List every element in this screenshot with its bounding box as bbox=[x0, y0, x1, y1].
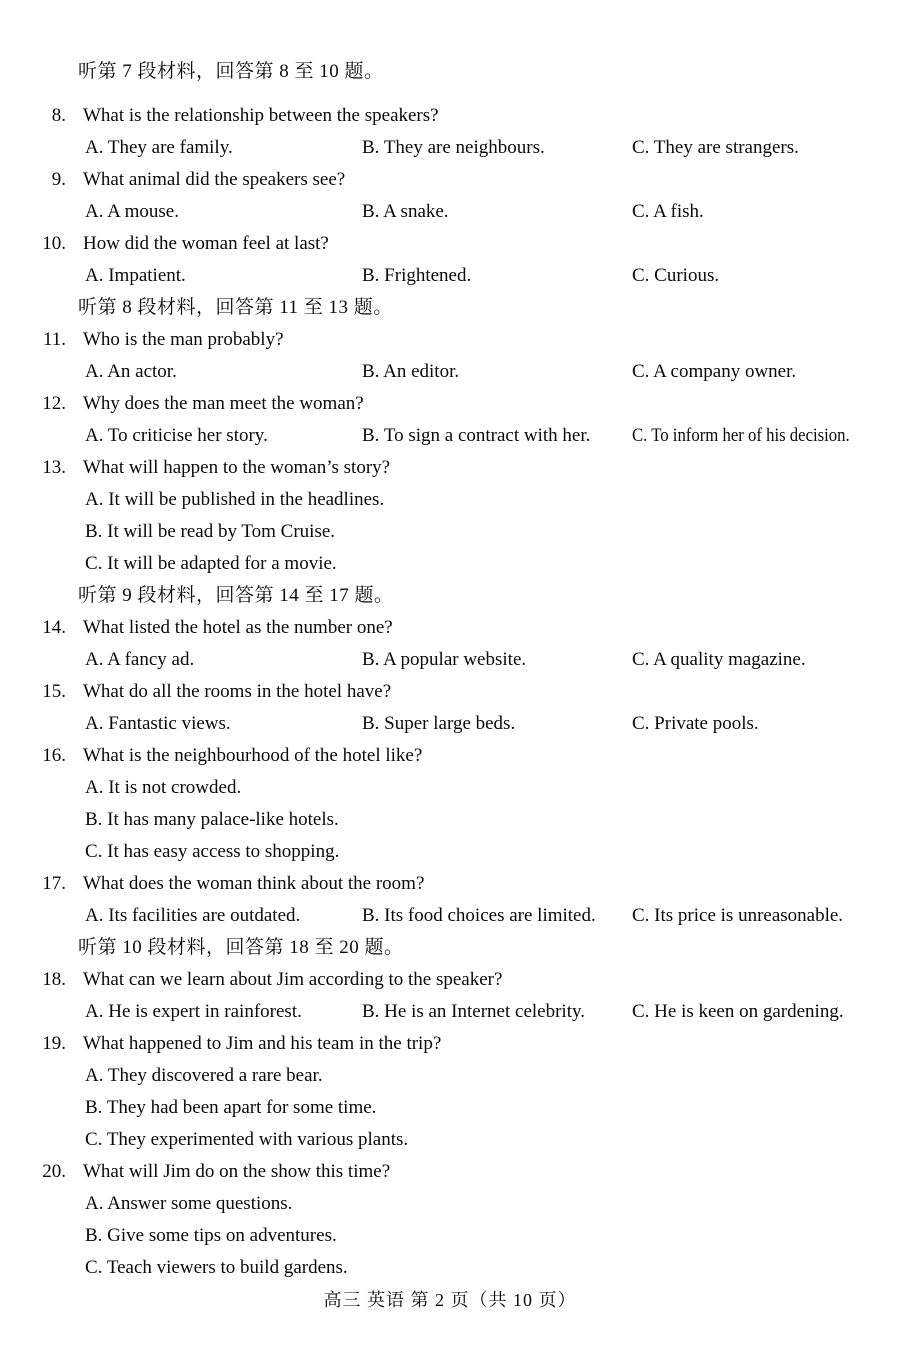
option-b: B. It will be read by Tom Cruise. bbox=[85, 521, 336, 542]
question-17-options bbox=[0, 900, 900, 932]
question-13-option-c bbox=[0, 548, 900, 580]
option-b: B. They are neighbours. bbox=[362, 137, 545, 158]
option-b: B. To sign a contract with her. bbox=[362, 425, 591, 446]
question-number: 19. bbox=[42, 1033, 66, 1054]
question-number: 9. bbox=[51, 169, 66, 190]
section-header-material-7: 听第 7 段材料，回答第 8 至 10 题。 bbox=[78, 61, 384, 82]
option-a: A. A mouse. bbox=[85, 201, 179, 222]
question-16 bbox=[0, 740, 900, 772]
question-9-options bbox=[0, 196, 900, 228]
question-16-option-b bbox=[0, 804, 900, 836]
question-11-options bbox=[0, 356, 900, 388]
section-header-material-9: 听第 9 段材料，回答第 14 至 17 题。 bbox=[78, 585, 394, 606]
question-number: 15. bbox=[42, 681, 66, 702]
option-b: B. A popular website. bbox=[362, 649, 527, 670]
option-a: A. Answer some questions. bbox=[85, 1193, 293, 1214]
question-20-option-a bbox=[0, 1188, 900, 1220]
question-text: What happened to Jim and his team in the trip? bbox=[83, 1033, 442, 1054]
question-12 bbox=[0, 388, 900, 420]
question-number: 16. bbox=[42, 745, 66, 766]
question-13-option-b bbox=[0, 516, 900, 548]
option-c: C. A company owner. bbox=[632, 361, 797, 382]
question-14 bbox=[0, 612, 900, 644]
option-b: B. A snake. bbox=[362, 201, 449, 222]
question-17 bbox=[0, 868, 900, 900]
option-c: C. Private pools. bbox=[632, 713, 759, 734]
option-b: B. Super large beds. bbox=[362, 713, 516, 734]
question-text: Who is the man probably? bbox=[83, 329, 284, 350]
option-a: A. They are family. bbox=[85, 137, 233, 158]
option-b: B. It has many palace-like hotels. bbox=[85, 809, 339, 830]
question-19-option-b bbox=[0, 1092, 900, 1124]
page-footer: 高三 英语 第 2 页（共 10 页） bbox=[323, 1290, 577, 1310]
question-number: 20. bbox=[42, 1161, 66, 1182]
option-b: B. They had been apart for some time. bbox=[85, 1097, 377, 1118]
option-a: A. To criticise her story. bbox=[85, 425, 268, 446]
option-c: C. Curious. bbox=[632, 265, 720, 286]
option-b: B. Frightened. bbox=[362, 265, 472, 286]
option-a: A. Its facilities are outdated. bbox=[85, 905, 301, 926]
option-c: C. He is keen on gardening. bbox=[632, 1001, 844, 1022]
question-13-option-a bbox=[0, 484, 900, 516]
question-number: 18. bbox=[42, 969, 66, 990]
option-c: C. They experimented with various plants. bbox=[85, 1129, 409, 1150]
section-header-material-10: 听第 10 段材料，回答第 18 至 20 题。 bbox=[78, 937, 404, 958]
option-a: A. They discovered a rare bear. bbox=[85, 1065, 323, 1086]
question-number: 17. bbox=[42, 873, 66, 894]
option-c: C. Teach viewers to build gardens. bbox=[85, 1257, 348, 1278]
option-a: A. Fantastic views. bbox=[85, 713, 231, 734]
question-8-options bbox=[0, 132, 900, 164]
question-number: 11. bbox=[42, 329, 66, 350]
question-text: What do all the rooms in the hotel have? bbox=[83, 681, 392, 702]
question-text: What does the woman think about the room? bbox=[83, 873, 425, 894]
option-b: B. Its food choices are limited. bbox=[362, 905, 596, 926]
option-c: C. A quality magazine. bbox=[632, 649, 806, 670]
option-b: B. Give some tips on adventures. bbox=[85, 1225, 337, 1246]
question-16-option-c bbox=[0, 836, 900, 868]
question-8 bbox=[0, 100, 900, 132]
question-19-option-c bbox=[0, 1124, 900, 1156]
option-a: A. An actor. bbox=[85, 361, 177, 382]
question-13 bbox=[0, 452, 900, 484]
section-header-material-8: 听第 8 段材料，回答第 11 至 13 题。 bbox=[78, 297, 393, 318]
option-b: B. An editor. bbox=[362, 361, 460, 382]
question-10-options bbox=[0, 260, 900, 292]
question-number: 13. bbox=[42, 457, 66, 478]
option-a: A. He is expert in rainforest. bbox=[85, 1001, 302, 1022]
option-a: A. It is not crowded. bbox=[85, 777, 242, 798]
option-c: C. A fish. bbox=[632, 201, 704, 222]
question-10 bbox=[0, 228, 900, 260]
option-c: C. To inform her of his decision. bbox=[632, 425, 850, 446]
option-a: A. A fancy ad. bbox=[85, 649, 195, 670]
question-19 bbox=[0, 1028, 900, 1060]
question-12-options bbox=[0, 420, 900, 452]
question-text: What will Jim do on the show this time? bbox=[83, 1161, 391, 1182]
question-19-option-a bbox=[0, 1060, 900, 1092]
option-c: C. Its price is unreasonable. bbox=[632, 905, 844, 926]
question-11 bbox=[0, 324, 900, 356]
question-18-options bbox=[0, 996, 900, 1028]
question-number: 10. bbox=[42, 233, 66, 254]
question-9 bbox=[0, 164, 900, 196]
question-20-option-c bbox=[0, 1252, 900, 1284]
question-number: 8. bbox=[51, 105, 66, 126]
option-c: C. It has easy access to shopping. bbox=[85, 841, 340, 862]
option-b: B. He is an Internet celebrity. bbox=[362, 1001, 585, 1022]
question-text: What animal did the speakers see? bbox=[83, 169, 346, 190]
question-15 bbox=[0, 676, 900, 708]
question-text: What is the neighbourhood of the hotel like? bbox=[83, 745, 423, 766]
question-text: What listed the hotel as the number one? bbox=[83, 617, 393, 638]
option-c: C. They are strangers. bbox=[632, 137, 799, 158]
option-a: A. It will be published in the headlines. bbox=[85, 489, 385, 510]
question-text: How did the woman feel at last? bbox=[83, 233, 329, 254]
option-a: A. Impatient. bbox=[85, 265, 186, 286]
question-text: Why does the man meet the woman? bbox=[83, 393, 364, 414]
question-text: What can we learn about Jim according to the speaker? bbox=[83, 969, 503, 990]
question-18 bbox=[0, 964, 900, 996]
question-15-options bbox=[0, 708, 900, 740]
question-16-option-a bbox=[0, 772, 900, 804]
question-20-option-b bbox=[0, 1220, 900, 1252]
option-c: C. It will be adapted for a movie. bbox=[85, 553, 337, 574]
question-number: 12. bbox=[42, 393, 66, 414]
question-number: 14. bbox=[42, 617, 66, 638]
question-text: What will happen to the woman’s story? bbox=[83, 457, 391, 478]
question-text: What is the relationship between the speakers? bbox=[83, 105, 439, 126]
question-20 bbox=[0, 1156, 900, 1188]
question-14-options bbox=[0, 644, 900, 676]
